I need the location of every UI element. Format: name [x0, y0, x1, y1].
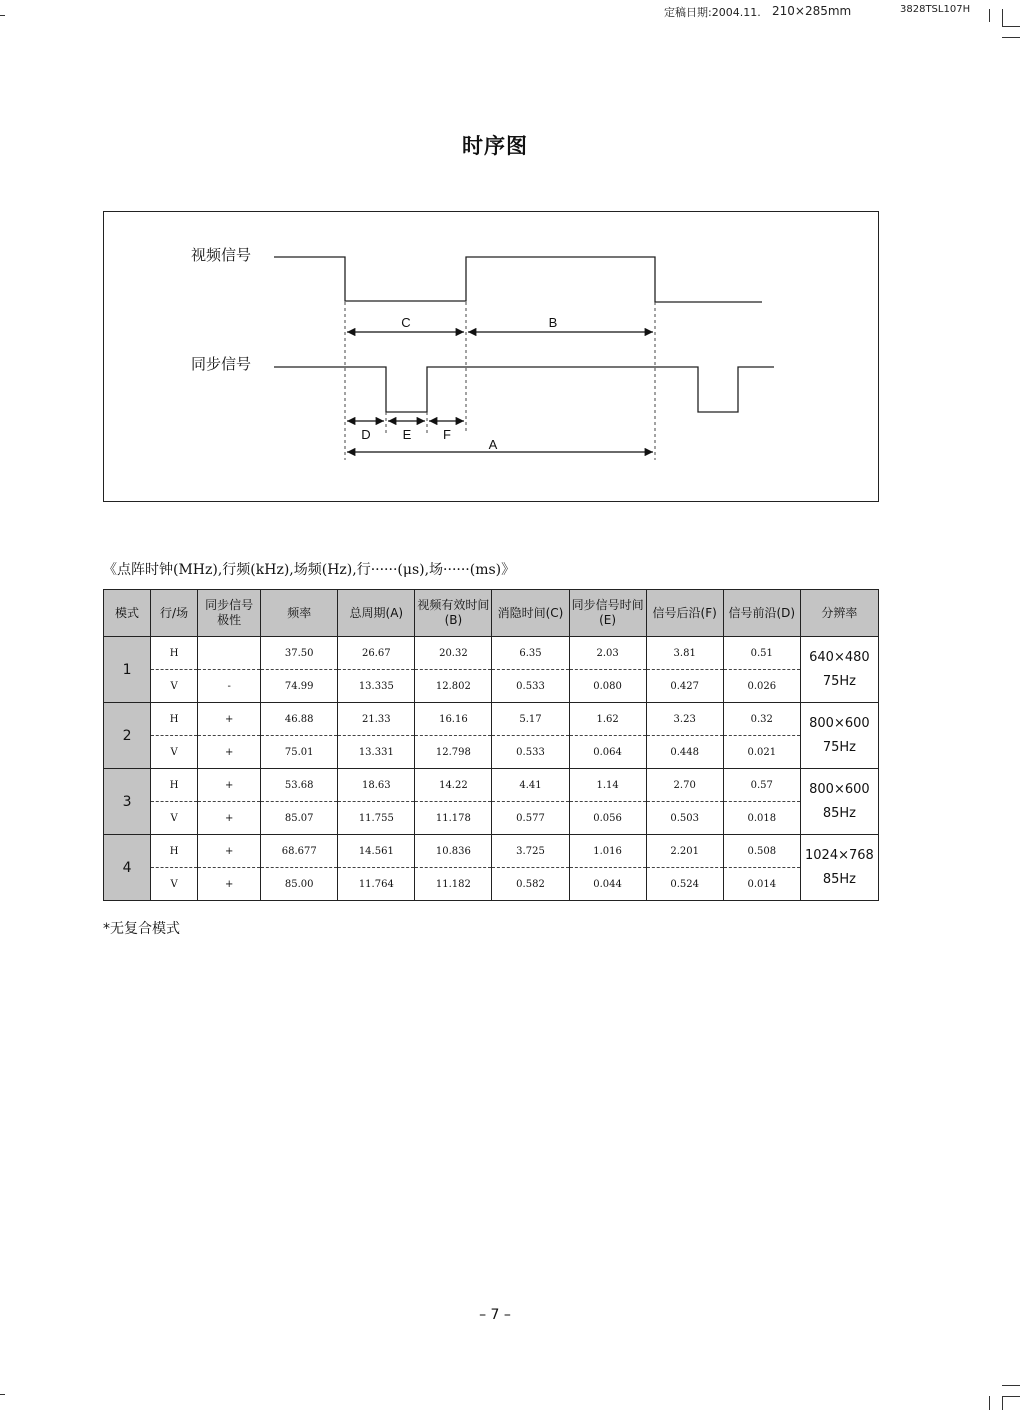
- cell-active-time: 11.178: [415, 802, 492, 835]
- crop-mark: [1002, 1396, 1020, 1397]
- video-signal-label: 视频信号: [191, 246, 252, 264]
- cell-polarity: +: [198, 802, 261, 835]
- label-e: E: [402, 427, 412, 442]
- cell-active-time: 20.32: [415, 637, 492, 670]
- cell-type: V: [151, 736, 198, 769]
- table-row: [104, 835, 879, 868]
- cell-total-period: 11.755: [338, 802, 415, 835]
- video-signal-waveform: [274, 257, 762, 302]
- cell-sync-time: 1.62: [569, 703, 646, 736]
- crop-mark: [989, 1396, 990, 1410]
- resolution-cell: [800, 835, 878, 901]
- cell-polarity: +: [198, 868, 261, 901]
- sync-signal-label: 同步信号: [191, 355, 252, 373]
- crop-mark: [1002, 9, 1003, 27]
- header-code: 3828TSL107H: [900, 4, 971, 15]
- resolution-refresh: 75Hz: [822, 739, 856, 755]
- cell-blanking-time: 6.35: [492, 637, 569, 670]
- resolution-size: 1024×768: [805, 847, 874, 863]
- cell-frequency: 75.01: [261, 736, 338, 769]
- cell-active-time: 14.22: [415, 769, 492, 802]
- header-date: 定稿日期:2004.11.: [664, 6, 761, 19]
- cell-sync-time: 0.056: [569, 802, 646, 835]
- timing-diagram: [103, 211, 879, 502]
- header-cell: 行/场: [151, 590, 198, 637]
- cell-back-porch: 2.201: [646, 835, 723, 868]
- cell-front-porch: 0.57: [723, 769, 800, 802]
- header-size: 210×285mm: [772, 4, 852, 18]
- crop-mark: [1002, 1396, 1003, 1410]
- cell-sync-time: 0.044: [569, 868, 646, 901]
- cell-blanking-time: 0.582: [492, 868, 569, 901]
- cell-back-porch: 3.81: [646, 637, 723, 670]
- label-f: F: [443, 427, 451, 442]
- cell-type: H: [151, 637, 198, 670]
- cell-sync-time: 1.14: [569, 769, 646, 802]
- cell-total-period: 18.63: [338, 769, 415, 802]
- cell-active-time: 11.182: [415, 868, 492, 901]
- resolution-size: 800×600: [809, 715, 870, 731]
- sync-signal-waveform: [274, 367, 774, 412]
- cell-blanking-time: 0.533: [492, 670, 569, 703]
- cell-total-period: 11.764: [338, 868, 415, 901]
- table-row: [104, 637, 879, 670]
- cell-total-period: 14.561: [338, 835, 415, 868]
- cell-blanking-time: 0.533: [492, 736, 569, 769]
- cell-polarity: +: [198, 703, 261, 736]
- crop-mark: [1002, 26, 1020, 27]
- header-cell: 频率: [261, 590, 338, 637]
- crop-mark: [1002, 37, 1020, 38]
- header-cell: 信号前沿(D): [723, 590, 800, 637]
- mode-cell: 4: [104, 835, 151, 901]
- header-cell: 分辨率: [800, 590, 878, 637]
- timing-diagram-svg: [104, 212, 880, 503]
- cell-blanking-time: 3.725: [492, 835, 569, 868]
- label-d: D: [361, 427, 371, 442]
- cell-frequency: 68.677: [261, 835, 338, 868]
- dashed-guides: [345, 302, 655, 460]
- mode-cell: 1: [104, 637, 151, 703]
- cell-total-period: 21.33: [338, 703, 415, 736]
- cell-active-time: 16.16: [415, 703, 492, 736]
- cell-total-period: 13.335: [338, 670, 415, 703]
- cell-type: H: [151, 769, 198, 802]
- crop-mark: [0, 15, 5, 16]
- header-cell: 消隐时间(C): [492, 590, 569, 637]
- cell-frequency: 85.00: [261, 868, 338, 901]
- cell-front-porch: 0.508: [723, 835, 800, 868]
- cell-back-porch: 0.427: [646, 670, 723, 703]
- header-cell: 同步信号极性: [198, 590, 261, 637]
- cell-frequency: 53.68: [261, 769, 338, 802]
- cell-type: H: [151, 835, 198, 868]
- footnote: *无复合模式: [103, 921, 180, 937]
- resolution-refresh: 75Hz: [822, 673, 856, 689]
- cell-type: V: [151, 802, 198, 835]
- cell-back-porch: 3.23: [646, 703, 723, 736]
- cell-blanking-time: 0.577: [492, 802, 569, 835]
- table-header-row: [104, 590, 879, 637]
- cell-frequency: 74.99: [261, 670, 338, 703]
- cell-type: V: [151, 868, 198, 901]
- cell-back-porch: 0.448: [646, 736, 723, 769]
- cell-type: V: [151, 670, 198, 703]
- cell-sync-time: 1.016: [569, 835, 646, 868]
- cell-frequency: 46.88: [261, 703, 338, 736]
- crop-mark: [1002, 1385, 1020, 1386]
- cell-active-time: 12.798: [415, 736, 492, 769]
- page-title: 时序图: [462, 134, 528, 158]
- table-row: [104, 703, 879, 736]
- resolution-refresh: 85Hz: [822, 805, 856, 821]
- label-b: B: [548, 315, 558, 330]
- cell-back-porch: 2.70: [646, 769, 723, 802]
- cell-polarity: +: [198, 736, 261, 769]
- mode-cell: 3: [104, 769, 151, 835]
- header-cell: 总周期(A): [338, 590, 415, 637]
- table-row: [104, 736, 879, 769]
- cell-front-porch: 0.014: [723, 868, 800, 901]
- resolution-cell: [800, 637, 878, 703]
- units-caption: 《点阵时钟(MHz),行频(kHz),场频(Hz),行······(μs),场······(ms)》: [103, 562, 516, 578]
- cell-polarity: +: [198, 835, 261, 868]
- mode-cell: 2: [104, 703, 151, 769]
- cell-front-porch: 0.32: [723, 703, 800, 736]
- header-cell: 同步信号时间(E): [569, 590, 646, 637]
- table-row: [104, 670, 879, 703]
- resolution-size: 800×600: [809, 781, 870, 797]
- cell-type: H: [151, 703, 198, 736]
- page-number: – 7 –: [479, 1307, 511, 1323]
- cell-sync-time: 0.064: [569, 736, 646, 769]
- label-c: C: [401, 315, 411, 330]
- cell-active-time: 10.836: [415, 835, 492, 868]
- cell-back-porch: 0.524: [646, 868, 723, 901]
- table-row: [104, 769, 879, 802]
- cell-front-porch: 0.021: [723, 736, 800, 769]
- cell-blanking-time: 4.41: [492, 769, 569, 802]
- resolution-cell: [800, 769, 878, 835]
- cell-front-porch: 0.026: [723, 670, 800, 703]
- table-row: [104, 802, 879, 835]
- cell-sync-time: 0.080: [569, 670, 646, 703]
- resolution-size: 640×480: [809, 649, 870, 665]
- cell-active-time: 12.802: [415, 670, 492, 703]
- label-a: A: [488, 437, 498, 452]
- header-cell: 信号后沿(F): [646, 590, 723, 637]
- cell-total-period: 13.331: [338, 736, 415, 769]
- header-cell: 模式: [104, 590, 151, 637]
- cell-front-porch: 0.018: [723, 802, 800, 835]
- cell-frequency: 85.07: [261, 802, 338, 835]
- cell-polarity: -: [198, 670, 261, 703]
- timing-table: [103, 589, 879, 901]
- resolution-refresh: 85Hz: [822, 871, 856, 887]
- crop-mark: [0, 1394, 5, 1395]
- cell-polarity: [198, 637, 261, 670]
- cell-back-porch: 0.503: [646, 802, 723, 835]
- table-row: [104, 868, 879, 901]
- header-cell: 视频有效时间(B): [415, 590, 492, 637]
- resolution-cell: [800, 703, 878, 769]
- cell-front-porch: 0.51: [723, 637, 800, 670]
- crop-mark: [989, 9, 990, 22]
- cell-sync-time: 2.03: [569, 637, 646, 670]
- cell-blanking-time: 5.17: [492, 703, 569, 736]
- cell-polarity: +: [198, 769, 261, 802]
- cell-total-period: 26.67: [338, 637, 415, 670]
- cell-frequency: 37.50: [261, 637, 338, 670]
